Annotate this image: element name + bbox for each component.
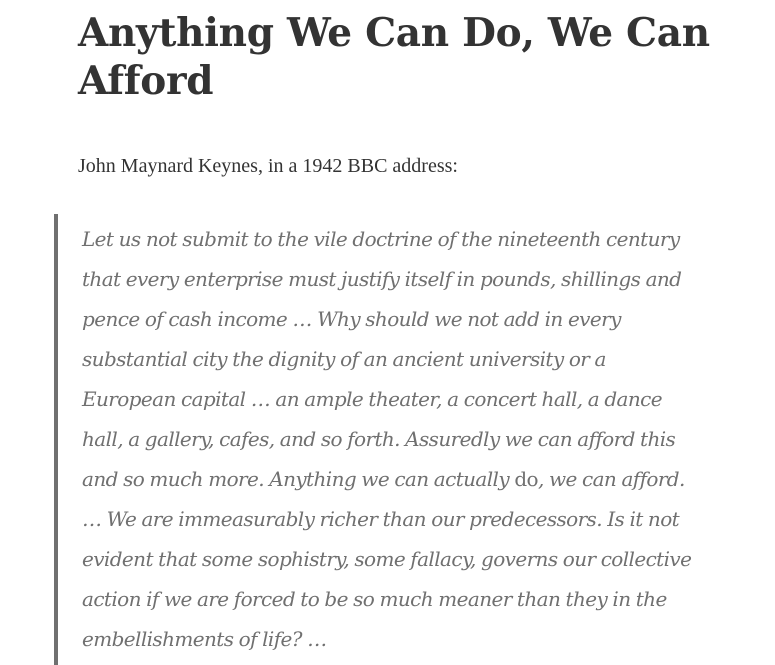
quote-line: substantial city the dignity of an ancient university or a (82, 347, 606, 371)
quote-line-before: and so much more. Anything we can actually (82, 467, 515, 491)
blockquote (54, 214, 754, 665)
quote-line: that every enterprise must justify itself in pounds, shillings and (82, 267, 682, 291)
quote-line: embellishments of life? … (82, 627, 327, 651)
intro-paragraph: John Maynard Keynes, in a 1942 BBC address: (78, 155, 458, 177)
quote-line: action if we are forced to be so much meaner than they in the (82, 587, 667, 611)
article-title: Anything We Can Do, We Can Afford (78, 10, 710, 104)
quote-line: European capital … an ample theater, a concert hall, a dance (82, 387, 662, 411)
quote-line: pence of cash income … Why should we not add in every (82, 307, 621, 331)
quote-line (82, 459, 754, 499)
quote-line: evident that some sophistry, some fallacy, governs our collective (82, 547, 692, 571)
quote-line: … We are immeasurably richer than our predecessors. Is it not (82, 507, 680, 531)
quote-line: hall, a gallery, cafes, and so forth. Assuredly we can afford this (82, 427, 676, 451)
quote-line: Let us not submit to the vile doctrine of the nineteenth century (82, 227, 680, 251)
quote-emphasis: do (514, 467, 538, 491)
quote-line-after: , we can afford. (537, 467, 685, 491)
quote-text (82, 214, 754, 659)
